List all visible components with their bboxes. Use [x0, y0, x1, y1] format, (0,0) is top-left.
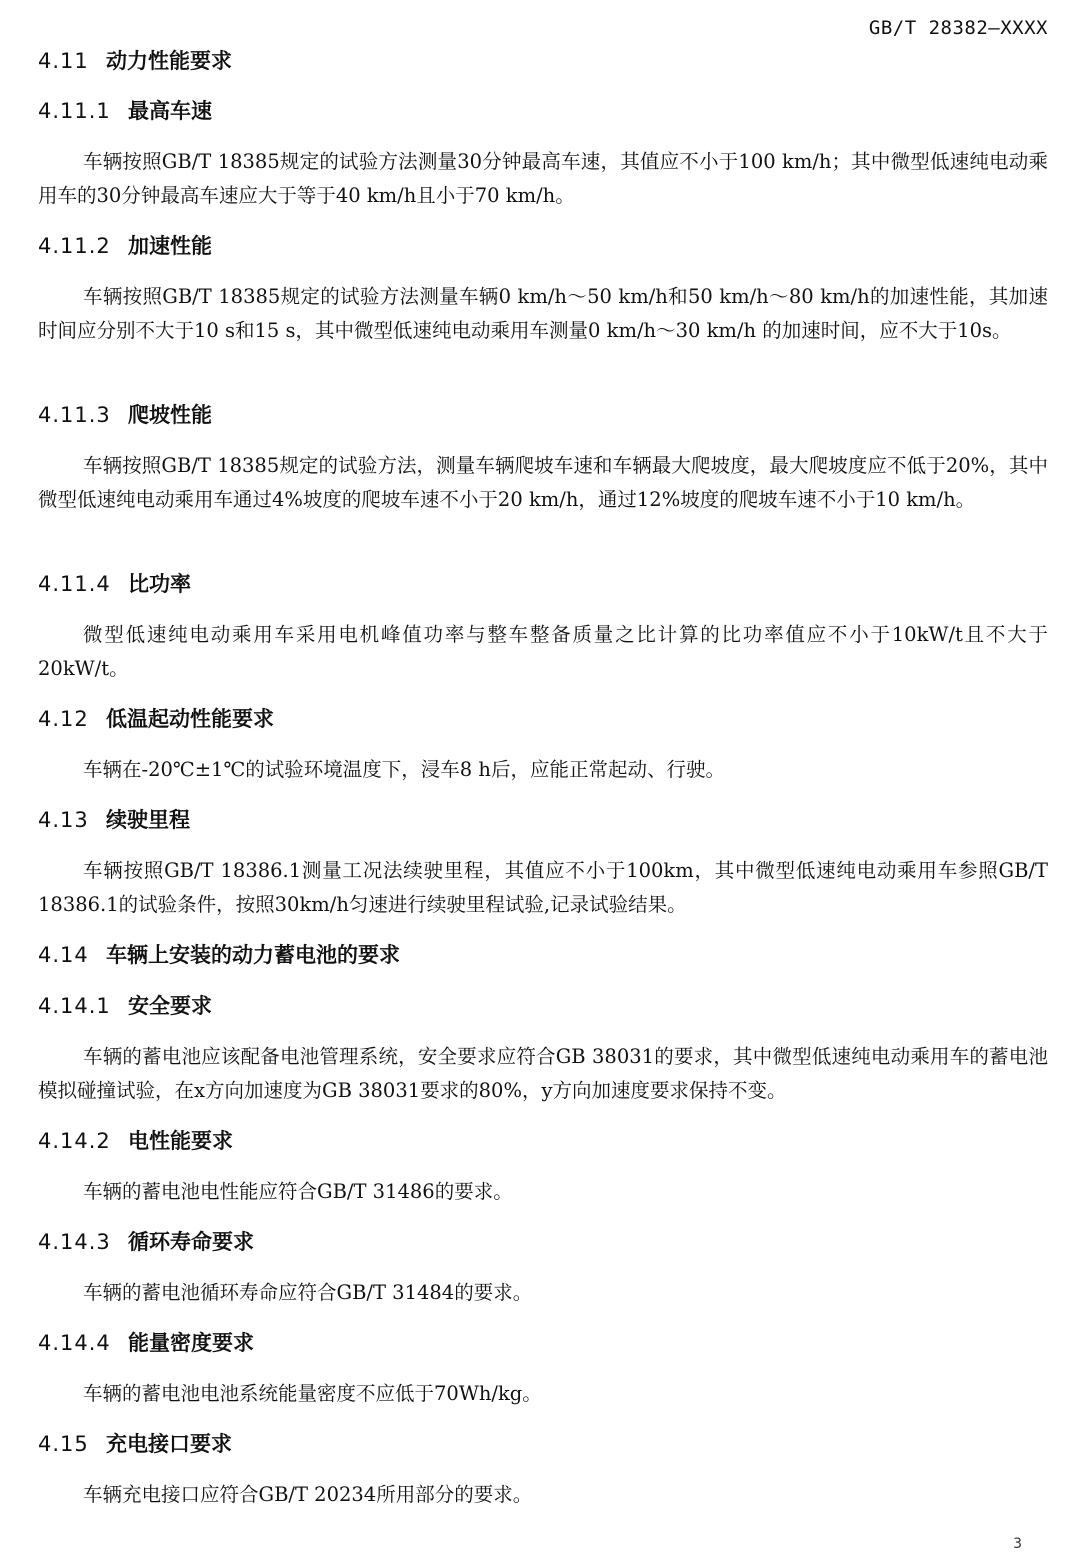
section-title: 最高车速 [128, 99, 212, 123]
section-heading-4-12 [38, 704, 274, 734]
section-number: 4.14.2 [38, 1129, 111, 1153]
section-title: 动力性能要求 [106, 49, 232, 73]
paragraph-max-speed: 车辆按照GB/T 18385规定的试验方法测量30分钟最高车速，其值应不小于100 km/h；其中微型低速纯电动乘用车的30分钟最高车速应大于等于40 km/h且小于70 km/h。 [38, 150, 1048, 207]
paragraph-climbing: 车辆按照GB/T 18385规定的试验方法，测量车辆爬坡车速和车辆最大爬坡度，最大爬坡度应不低于20%，其中微型低速纯电动乘用车通过4%坡度的爬坡车速不小于20 km/h，通过12%坡度的爬坡车速不小于10 km/h。 [38, 454, 1048, 511]
section-heading-4-11-2 [38, 231, 212, 261]
section-heading-4-14-2 [38, 1126, 233, 1156]
section-heading-4-14-3 [38, 1227, 254, 1257]
section-heading-4-14-1 [38, 991, 212, 1021]
section-number: 4.11.1 [38, 99, 111, 123]
paragraph-low-temp-start: 车辆在-20℃±1℃的试验环境温度下，浸车8 h后，应能正常起动、行驶。 [83, 758, 725, 781]
section-title: 充电接口要求 [106, 1432, 232, 1456]
section-number: 4.11.4 [38, 572, 111, 596]
paragraph-specific-power: 微型低速纯电动乘用车采用电机峰值功率与整车整备质量之比计算的比功率值应不小于10kW/t且不大于20kW/t。 [38, 623, 1048, 680]
section-number: 4.13 [38, 808, 89, 832]
section-heading-4-11-4 [38, 569, 191, 599]
section-number: 4.14.4 [38, 1331, 111, 1355]
section-number: 4.14.1 [38, 994, 111, 1018]
paragraph-cycle-life: 车辆的蓄电池循环寿命应符合GB/T 31484的要求。 [83, 1281, 533, 1304]
section-number: 4.14 [38, 943, 89, 967]
section-number: 4.12 [38, 707, 89, 731]
section-heading-4-11-3 [38, 400, 212, 430]
section-heading-4-14-4 [38, 1328, 254, 1358]
paragraph-safety: 车辆的蓄电池应该配备电池管理系统，安全要求应符合GB 38031的要求，其中微型低速纯电动乘用车的蓄电池模拟碰撞试验，在x方向加速度为GB 38031要求的80%，y方向加速度要求保持不变。 [38, 1045, 1048, 1102]
section-title: 安全要求 [128, 994, 212, 1018]
section-title: 车辆上安装的动力蓄电池的要求 [106, 943, 400, 967]
section-number: 4.15 [38, 1432, 89, 1456]
section-number: 4.14.3 [38, 1230, 111, 1254]
section-title: 循环寿命要求 [128, 1230, 254, 1254]
paragraph-driving-range: 车辆按照GB/T 18386.1测量工况法续驶里程，其值应不小于100km，其中微型低速纯电动乘用车参照GB/T 18386.1的试验条件，按照30km/h匀速进行续驶里程试验,记录试验结果。 [38, 859, 1048, 916]
section-number: 4.11 [38, 49, 89, 73]
section-number: 4.11.3 [38, 403, 111, 427]
section-title: 比功率 [128, 572, 191, 596]
section-title: 加速性能 [128, 234, 212, 258]
section-title: 电性能要求 [128, 1129, 233, 1153]
section-heading-4-11 [38, 46, 232, 76]
paragraph-charging-interface: 车辆充电接口应符合GB/T 20234所用部分的要求。 [83, 1483, 533, 1506]
section-heading-4-14 [38, 940, 400, 970]
section-title: 续驶里程 [106, 808, 190, 832]
section-title: 低温起动性能要求 [106, 707, 274, 731]
section-heading-4-15 [38, 1429, 232, 1459]
section-heading-4-11-1 [38, 96, 212, 126]
section-title: 爬坡性能 [128, 403, 212, 427]
page-number: 3 [1013, 1536, 1022, 1552]
section-heading-4-13 [38, 805, 190, 835]
document-code: GB/T 28382—XXXX [868, 17, 1048, 39]
section-title: 能量密度要求 [128, 1331, 254, 1355]
section-number: 4.11.2 [38, 234, 111, 258]
paragraph-energy-density: 车辆的蓄电池电池系统能量密度不应低于70Wh/kg。 [83, 1382, 542, 1405]
paragraph-electrical: 车辆的蓄电池电性能应符合GB/T 31486的要求。 [83, 1180, 513, 1203]
paragraph-acceleration: 车辆按照GB/T 18385规定的试验方法测量车辆0 km/h～50 km/h和50 km/h～80 km/h的加速性能，其加速时间应分别不大于10 s和15 s，其中微型低速纯电动乘用车测量0 km/h～30 km/h 的加速时间，应不大于10s。 [38, 285, 1048, 342]
